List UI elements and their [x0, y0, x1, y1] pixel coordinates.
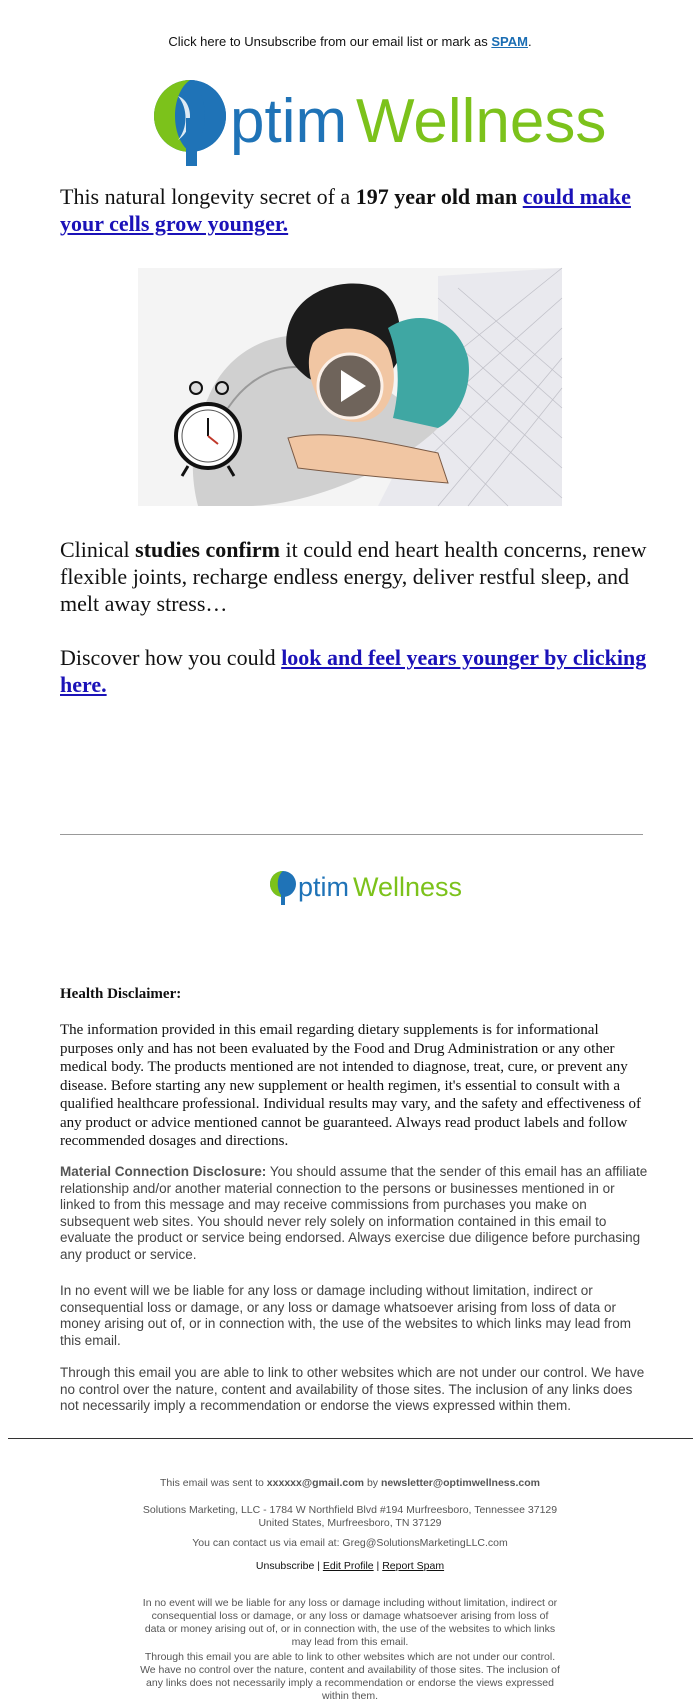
footer-liability: In no event will we be liable for any loss or damage including without limitation, indirect or consequential loss or damage, or any loss or damage whatsoever arising from loss of data or money arising out of, or in connection with, the use of the websites to which links may lead from this email. — [142, 1597, 558, 1648]
material-label: Material Connection Disclosure: — [60, 1164, 267, 1179]
unsubscribe-bar — [0, 34, 700, 49]
health-disclaimer-title: Health Disclaimer: — [60, 986, 182, 1002]
link-separator: | — [314, 1560, 323, 1572]
headline — [60, 183, 650, 237]
discover-paragraph — [60, 644, 650, 698]
sent-by-word: by — [366, 1477, 379, 1489]
link-separator: | — [373, 1560, 383, 1572]
logo-wellness-text-small: Wellness — [353, 872, 463, 902]
divider — [60, 834, 643, 835]
footer-divider — [8, 1438, 693, 1439]
company-address: Solutions Marketing, LLC - 1784 W Northfield Blvd #194 Murfreesboro, Tennessee 37129 United States, Murfreesboro, TN 37129 — [142, 1504, 558, 1529]
headline-link[interactable]: could make your cells grow younger. — [60, 184, 631, 236]
clinical-pre: Clinical — [60, 537, 130, 562]
sender-email: newsletter@optimwellness.com — [380, 1477, 540, 1489]
logo-o-icon — [154, 80, 226, 166]
video-thumbnail[interactable] — [138, 268, 562, 506]
sent-pre: This email was sent to — [160, 1477, 264, 1489]
report-spam-link[interactable]: Report Spam — [382, 1560, 445, 1572]
optimwellness-logo[interactable] — [148, 78, 607, 170]
logo-ptim-text-small: ptim — [298, 872, 350, 902]
unsubscribe-text[interactable]: Click here to Unsubscribe from our email list or mark as — [168, 34, 488, 49]
edit-profile-link[interactable]: Edit Profile — [322, 1560, 374, 1572]
clinical-post: it could end heart health concerns, renew flexible joints, recharge endless energy, deliver restful sleep, and melt away stress… — [60, 537, 647, 616]
material-text: You should assume that the sender of this email has an affiliate relationship and/or another material connection to the persons or businesses mentioned in or linked to from this message and may receive commissions from purchases you make on subsequent web sites. You should never rely solely on information contained in this email to evaluate the product or service being endorsed. Always exercise due diligence before purchasing any product or service. — [60, 1164, 648, 1262]
recipient-email: xxxxxx@gmail.com — [266, 1477, 365, 1489]
headline-pre: This natural longevity secret of a — [60, 184, 351, 209]
health-disclaimer-body: The information provided in this email regarding dietary supplements is for informational purposes only and has not been evaluated by the Food and Drug Administration or any other medical body. The products mentioned are not intended to diagnose, treat, cure, or prevent any disease. Before starting any new supplement or health regimen, it's essential to consult with a qualified healthcare professional. Individual results may vary, and the safety and effectiveness of any product or advice mentioned cannot be guaranteed. Always read product labels and follow recommended dosages and directions. — [60, 1022, 642, 1149]
sent-to-line — [140, 1477, 560, 1490]
logo-wellness-text: Wellness — [356, 87, 607, 156]
headline-bold: 197 year old man — [355, 184, 518, 209]
spam-link[interactable]: SPAM — [491, 34, 528, 49]
discover-link[interactable]: look and feel years younger by clicking here. — [60, 645, 647, 697]
logo-o-icon-small — [270, 871, 296, 905]
contact-line: You can contact us via email at: Greg@SolutionsMarketingLLC.com — [192, 1537, 508, 1549]
period: . — [527, 34, 532, 49]
optimwellness-logo-small[interactable] — [268, 868, 463, 908]
logo-ptim-text: ptim — [230, 87, 348, 156]
clinical-paragraph — [60, 536, 650, 617]
clinical-bold: studies confirm — [135, 537, 280, 562]
footer-links — [140, 1560, 560, 1573]
play-icon — [318, 354, 382, 418]
discover-pre: Discover how you could — [60, 645, 276, 670]
material-disclosure — [60, 1164, 650, 1263]
external-links-paragraph: Through this email you are able to link to other websites which are not under our control. We have no control over the nature, content and availability of those sites. The inclusion of any links does not necessarily imply a recommendation or endorse the views expressed within them. — [60, 1365, 645, 1413]
liability-paragraph: In no event will we be liable for any loss or damage including without limitation, indirect or consequential loss or damage, or any loss or damage whatsoever arising from loss of data or money arising out of, or in connection with, the use of the websites to which links may lead from this email. — [60, 1283, 632, 1348]
unsubscribe-link[interactable]: Unsubscribe — [255, 1560, 315, 1572]
footer-external-links: Through this email you are able to link to other websites which are not under our control. We have no control over the nature, content and availability of those sites. The inclusion of any links does not necessarily imply a recommendation or endorse the views expressed within them. — [140, 1651, 560, 1702]
